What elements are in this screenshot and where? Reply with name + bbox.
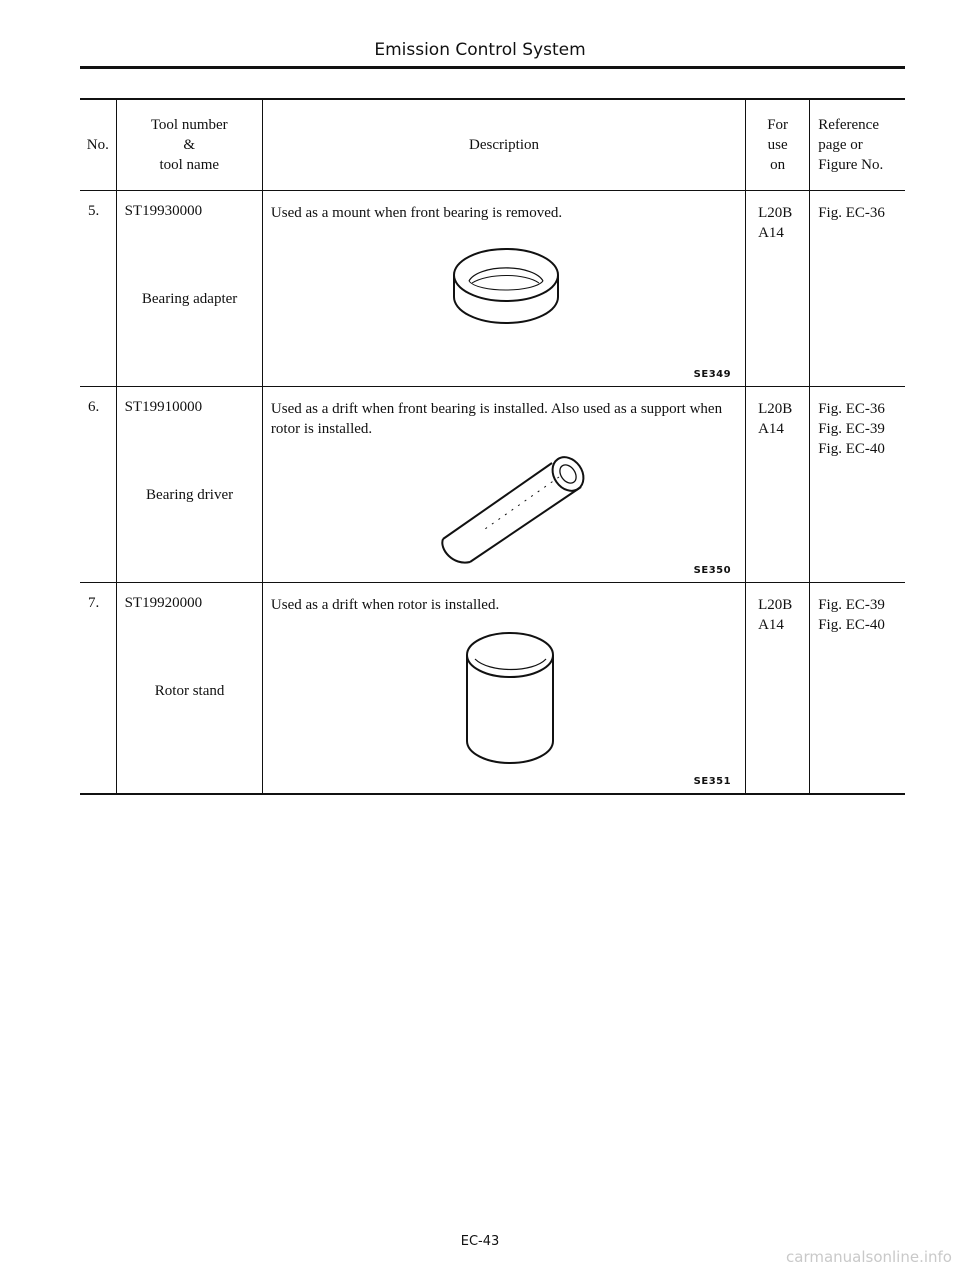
figure-code: SE351 [693, 776, 732, 787]
row-use-cell [746, 583, 810, 795]
use-engine: L20B [758, 401, 793, 417]
row-ref-cell [810, 191, 905, 387]
bearing-driver-icon [263, 449, 745, 574]
description-text: Used as a drift when front bearing is installed. Also used as a support when rotor is installed. [270, 401, 723, 437]
figure-code: SE350 [693, 565, 732, 576]
table-row [80, 191, 905, 387]
row-no: 7. [88, 595, 100, 611]
row-no: 6. [88, 399, 100, 415]
reference-list [818, 203, 885, 223]
title-rule [80, 66, 905, 69]
tool-number: ST19930000 [124, 203, 203, 219]
row-use-cell [746, 191, 810, 387]
header-use-line: For [767, 117, 789, 133]
header-use [746, 99, 810, 191]
header-use-line: use [767, 137, 788, 153]
table-row [80, 387, 905, 583]
header-tool-line: tool name [159, 157, 220, 173]
header-tool [116, 99, 262, 191]
reference-figure: Fig. EC-40 [818, 617, 885, 633]
header-tool-line: & [183, 137, 196, 153]
use-list [758, 595, 792, 635]
header-no: No. [80, 99, 116, 191]
row-tool-cell [116, 191, 262, 387]
row-tool-cell [116, 583, 262, 795]
use-engine: A14 [758, 421, 784, 437]
watermark: carmanualsonline.info [786, 1248, 952, 1266]
use-engine: L20B [758, 205, 793, 221]
reference-figure: Fig. EC-36 [818, 205, 885, 221]
reference-list [818, 399, 885, 459]
header-reference [810, 99, 905, 191]
use-engine: A14 [758, 617, 784, 633]
figure-code: SE349 [693, 369, 732, 380]
row-no-cell [80, 583, 116, 795]
use-list [758, 399, 792, 439]
row-description-cell [262, 191, 745, 387]
row-no: 5. [88, 203, 100, 219]
rotor-stand-icon [263, 623, 745, 778]
reference-figure: Fig. EC-39 [818, 597, 885, 613]
reference-figure: Fig. EC-36 [818, 401, 885, 417]
reference-list [818, 595, 885, 635]
description-text: Used as a drift when rotor is installed. [270, 597, 500, 613]
table-header-row [80, 99, 905, 191]
special-tools-table [80, 98, 905, 795]
tool-name: Bearing driver [146, 487, 234, 503]
row-use-cell [746, 387, 810, 583]
row-description-cell [262, 583, 745, 795]
header-description: Description [262, 99, 745, 191]
page-title: Emission Control System [374, 40, 586, 60]
row-no-cell [80, 191, 116, 387]
tool-number: ST19910000 [124, 399, 203, 415]
bearing-adapter-icon [263, 241, 745, 346]
reference-figure: Fig. EC-39 [818, 421, 885, 437]
row-ref-cell [810, 387, 905, 583]
tool-name: Rotor stand [154, 683, 225, 699]
use-engine: A14 [758, 225, 784, 241]
reference-figure: Fig. EC-40 [818, 441, 885, 457]
table-row [80, 583, 905, 795]
header-use-line: on [770, 157, 786, 173]
header-reference-line: page or [818, 137, 863, 153]
page-number: EC-43 [460, 1234, 500, 1249]
use-list [758, 203, 792, 243]
header-tool-line: Tool number [150, 117, 228, 133]
row-ref-cell [810, 583, 905, 795]
header-reference-line: Reference [818, 117, 880, 133]
row-description-cell [262, 387, 745, 583]
tool-name: Bearing adapter [141, 291, 238, 307]
use-engine: L20B [758, 597, 793, 613]
header-reference-line: Figure No. [818, 157, 884, 173]
tool-number: ST19920000 [124, 595, 203, 611]
row-no-cell [80, 387, 116, 583]
description-text: Used as a mount when front bearing is removed. [270, 205, 563, 221]
row-tool-cell [116, 387, 262, 583]
